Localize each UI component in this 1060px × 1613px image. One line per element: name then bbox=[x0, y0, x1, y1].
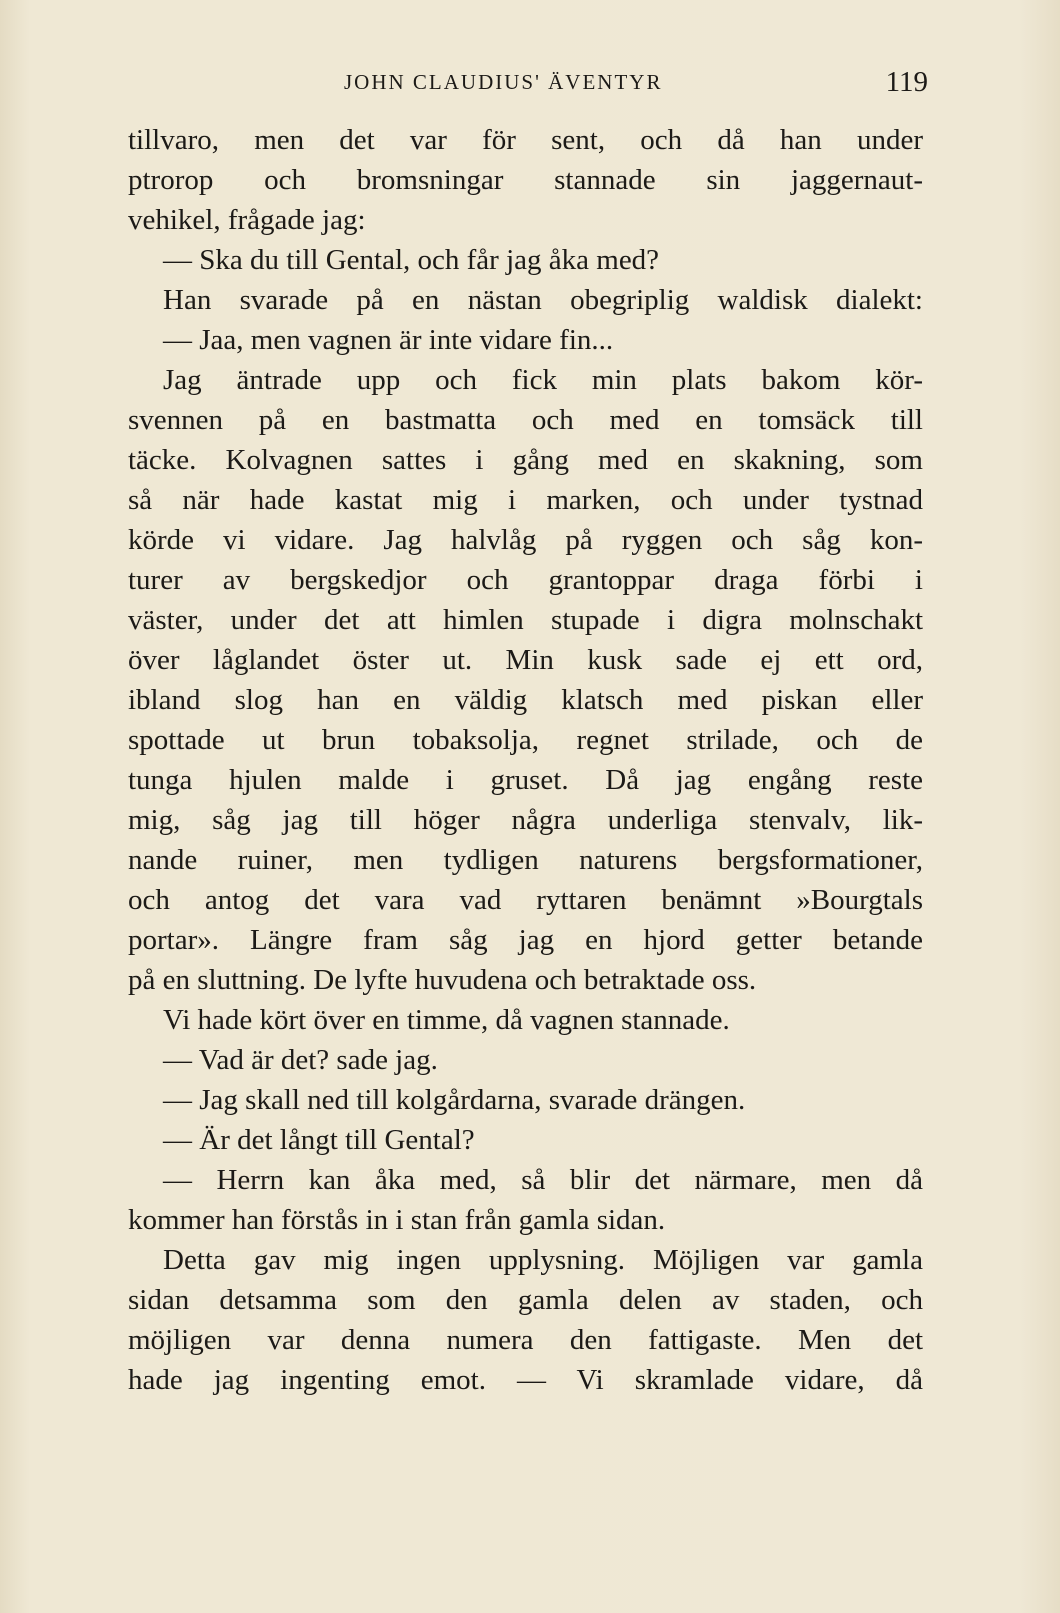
text-line: — Jag skall ned till kolgårdarna, svarade drängen. bbox=[163, 1084, 746, 1116]
text-line: Han svarade på en nästan obegriplig waldisk dialekt: bbox=[163, 284, 923, 316]
text-line: tillvaro, men det var för sent, och då han under bbox=[128, 124, 923, 156]
text-line: nande ruiner, men tydligen naturens bergsformationer, bbox=[128, 844, 923, 876]
text-line: ibland slog han en väldig klatsch med piskan eller bbox=[128, 684, 923, 716]
text-line: — Ska du till Gental, och får jag åka med? bbox=[163, 244, 660, 276]
page-header bbox=[128, 66, 928, 106]
text-line: Jag äntrade upp och fick min plats bakom kör- bbox=[163, 364, 923, 396]
text-line: vehikel, frågade jag: bbox=[128, 204, 366, 236]
running-head: JOHN CLAUDIUS' ÄVENTYR bbox=[344, 70, 663, 94]
text-line: Detta gav mig ingen upplysning. Möjligen var gamla bbox=[163, 1244, 923, 1276]
text-line: körde vi vidare. Jag halvlåg på ryggen och såg kon- bbox=[128, 524, 923, 556]
text-line: — Vad är det? sade jag. bbox=[163, 1044, 438, 1076]
text-line: sidan detsamma som den gamla delen av staden, och bbox=[128, 1284, 923, 1316]
text-line: mig, såg jag till höger några underliga stenvalv, lik- bbox=[128, 804, 923, 836]
text-line: ptrorop och bromsningar stannade sin jaggernaut- bbox=[128, 164, 923, 196]
text-line: portar». Längre fram såg jag en hjord getter betande bbox=[128, 924, 923, 956]
text-line: spottade ut brun tobaksolja, regnet strilade, och de bbox=[128, 724, 923, 756]
text-line: turer av bergskedjor och grantoppar draga förbi i bbox=[128, 564, 923, 596]
text-line: — Jaa, men vagnen är inte vidare fin... bbox=[163, 324, 614, 356]
text-line: över låglandet öster ut. Min kusk sade ej ett ord, bbox=[128, 644, 923, 676]
text-line: kommer han förstås in i stan från gamla sidan. bbox=[128, 1204, 666, 1236]
text-line: svennen på en bastmatta och med en tomsäck till bbox=[128, 404, 923, 436]
text-line: — Herrn kan åka med, så blir det närmare, men då bbox=[163, 1164, 923, 1196]
text-line: täcke. Kolvagnen sattes i gång med en skakning, som bbox=[128, 444, 923, 476]
page-number: 119 bbox=[885, 66, 928, 98]
text-line: Vi hade kört över en timme, då vagnen stannade. bbox=[163, 1004, 730, 1036]
text-line: och antog det vara vad ryttaren benämnt »Bourgtals bbox=[128, 884, 923, 916]
text-line: — Är det långt till Gental? bbox=[163, 1124, 475, 1156]
text-line: möjligen var denna numera den fattigaste. Men det bbox=[128, 1324, 923, 1356]
text-line: hade jag ingenting emot. — Vi skramlade vidare, då bbox=[128, 1364, 923, 1396]
body-text bbox=[128, 120, 923, 1400]
text-line: väster, under det att himlen stupade i digra molnschakt bbox=[128, 604, 923, 636]
text-line: på en sluttning. De lyfte huvudena och betraktade oss. bbox=[128, 964, 757, 996]
text-line: så när hade kastat mig i marken, och under tystnad bbox=[128, 484, 923, 516]
text-line: tunga hjulen malde i gruset. Då jag engång reste bbox=[128, 764, 923, 796]
